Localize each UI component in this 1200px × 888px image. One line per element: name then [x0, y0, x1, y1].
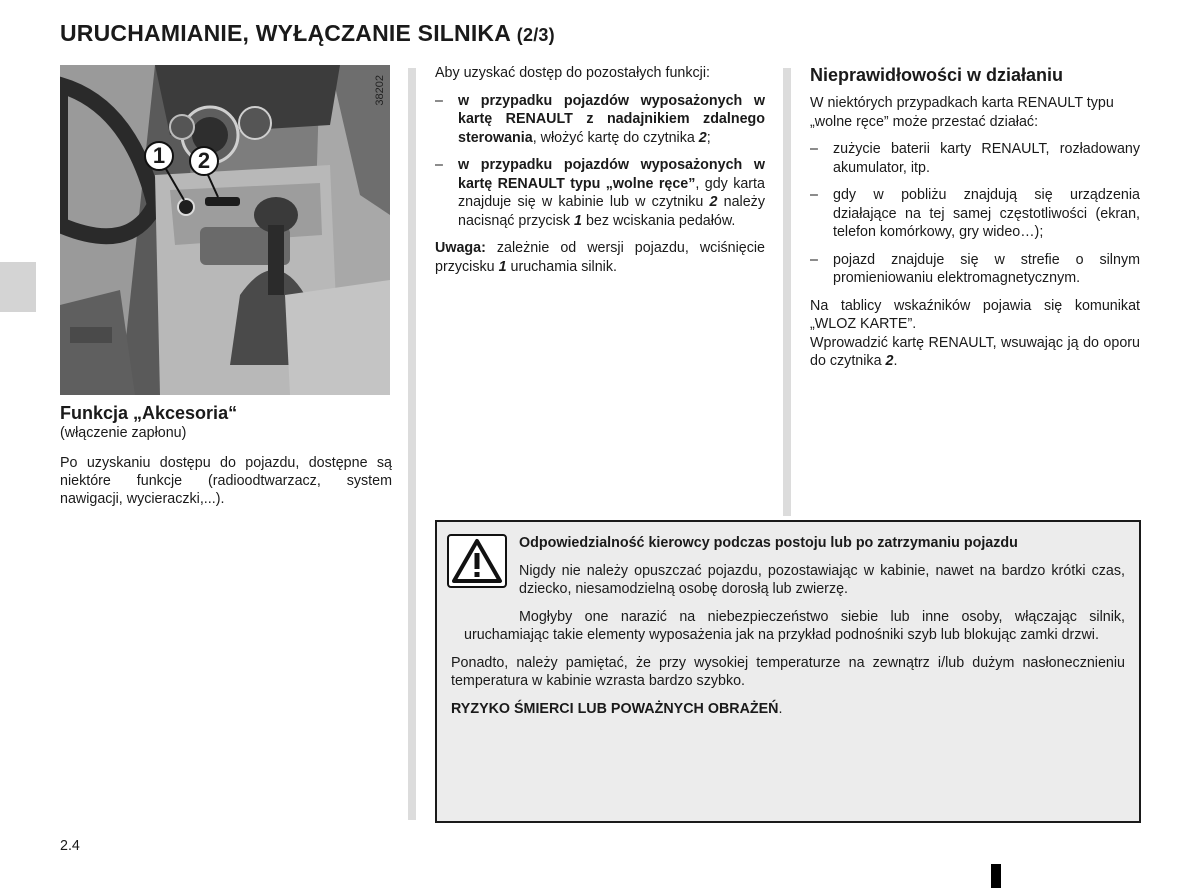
column-divider-right [783, 68, 791, 516]
note-text: zależnie od wersji pojazdu, wciśnięcie przycisku [435, 240, 765, 275]
warning-content [451, 534, 1125, 727]
warning-paragraph-2: Mogłyby one narazić na niebezpieczeństwo siebie lub inne osoby, włączając silnik, uruchamiając takie elementy wyposażenia jak na przykład podnośniki szyb lub blokując zamki drzwi. [464, 608, 1125, 643]
figure-reference-number: 38202 [374, 75, 386, 106]
reference-1: 1 [498, 258, 507, 275]
item-text: , gdy karta znajduje się w kabinie lub w czytniku [458, 175, 765, 210]
dashboard-message: Na tablicy wskaźników pojawia się komunikat „WLOZ KARTE”. [810, 297, 1140, 332]
list-item-text: pojazd znajduje się w strefie o silnym promieniowaniu elektromagnetycznym. [833, 251, 1140, 286]
item-text-end: ; [706, 129, 711, 146]
danger-text: RYZYKO ŚMIERCI LUB POWAŻNYCH OBRAŻEŃ [451, 700, 779, 717]
accessory-subheading: (włączenie zapłonu) [60, 425, 187, 441]
reference-2: 2 [885, 353, 894, 369]
list-item [810, 186, 1140, 242]
list-item-text: gdy w pobliżu znajdują się urządzenia działające na tej samej częstotliwości (ekran, telefon komórkowy, gry wideo…); [833, 187, 1140, 240]
warning-paragraph-3: Ponadto, należy pamiętać, że przy wysokiej temperaturze na zewnątrz i/lub dużym nasłonecznieniu temperatura w kabinie wzrasta bardzo szybko. [451, 654, 1125, 689]
item-text: , włożyć kartę do czytnika [532, 129, 699, 146]
malfunction-section [810, 64, 1140, 380]
note-paragraph [435, 239, 765, 276]
dash-marker: – [810, 141, 818, 157]
access-intro: Aby uzyskać dostęp do pozostałych funkcji: [435, 65, 710, 81]
accessory-heading: Funkcja „Akcesoria“ [60, 403, 238, 423]
dashboard-message-paragraph [810, 297, 1140, 334]
instruction-paragraph [810, 334, 1140, 371]
list-item-text: zużycie baterii karty RENAULT, rozładowany akumulator, itp. [833, 141, 1140, 176]
page-corner-mark [991, 864, 1001, 888]
warning-paragraph-1: Nigdy nie należy opuszczać pojazdu, pozostawiając w kabinie, nawet na bardzo krótki czas, dziecko, niesamodzielną osobę dorosłą lub zwierzę. [519, 562, 1125, 597]
column-divider-left [408, 68, 416, 820]
warning-title [519, 534, 1125, 553]
dash-marker: – [435, 157, 443, 173]
middle-column [435, 64, 765, 285]
callout-leader-lines [60, 65, 390, 395]
dash-marker: – [435, 92, 443, 109]
item-bold: w przypadku pojazdów wyposażonych w kartę RENAULT typu „wolne ręce” [458, 157, 765, 192]
instruction-text: Wprowadzić kartę RENAULT, wsuwając ją do oporu do czytnika [810, 334, 1140, 369]
page-number: 2.4 [60, 838, 80, 854]
page-title-text: URUCHAMIANIE, WYŁĄCZANIE SILNIKA [60, 20, 511, 46]
item-text: należy nacisnąć przycisk [458, 194, 765, 229]
note-text-end: uruchamia silnik. [506, 258, 617, 275]
list-item [810, 140, 1140, 177]
page-title [60, 20, 555, 47]
danger-line [451, 700, 1125, 719]
list-item [435, 156, 765, 230]
page-title-part: (2/3) [516, 25, 555, 45]
warning-box [435, 520, 1141, 823]
accessory-section [60, 402, 392, 517]
list-item [810, 251, 1140, 288]
malfunction-heading: Nieprawidłowości w działaniu [810, 65, 1064, 85]
accessory-body: Po uzyskaniu dostępu do pojazdu, dostępne są niektóre funkcje (radioodtwarzacz, system nawigacji, wycieraczki,...). [60, 455, 392, 507]
malfunction-intro: W niektórych przypadkach karta RENAULT typu „wolne ręce” może przestać działać: [810, 95, 1114, 130]
callout-2: 2 [189, 146, 219, 176]
instruction-end: . [893, 353, 898, 369]
reference-1: 1 [574, 212, 582, 229]
item-text-end: bez wciskania pedałów. [581, 212, 736, 229]
dash-marker: – [810, 251, 818, 268]
chapter-tab [0, 262, 36, 312]
list-item [435, 92, 765, 148]
reference-2: 2 [698, 129, 707, 146]
danger-end: . [778, 700, 783, 717]
callout-1: 1 [144, 141, 174, 171]
note-label: Uwaga: [435, 240, 486, 256]
dashboard-photo [60, 65, 390, 395]
reference-2: 2 [709, 194, 718, 210]
item-bold: w przypadku pojazdów wyposażonych w kartę RENAULT z nadajnikiem zdalnego sterowania [458, 92, 765, 146]
dash-marker: – [810, 187, 818, 203]
warning-triangle-icon [447, 534, 507, 588]
warning-title-text: Odpowiedzialność kierowcy podczas postoju lub po zatrzymaniu pojazdu [519, 535, 1018, 551]
